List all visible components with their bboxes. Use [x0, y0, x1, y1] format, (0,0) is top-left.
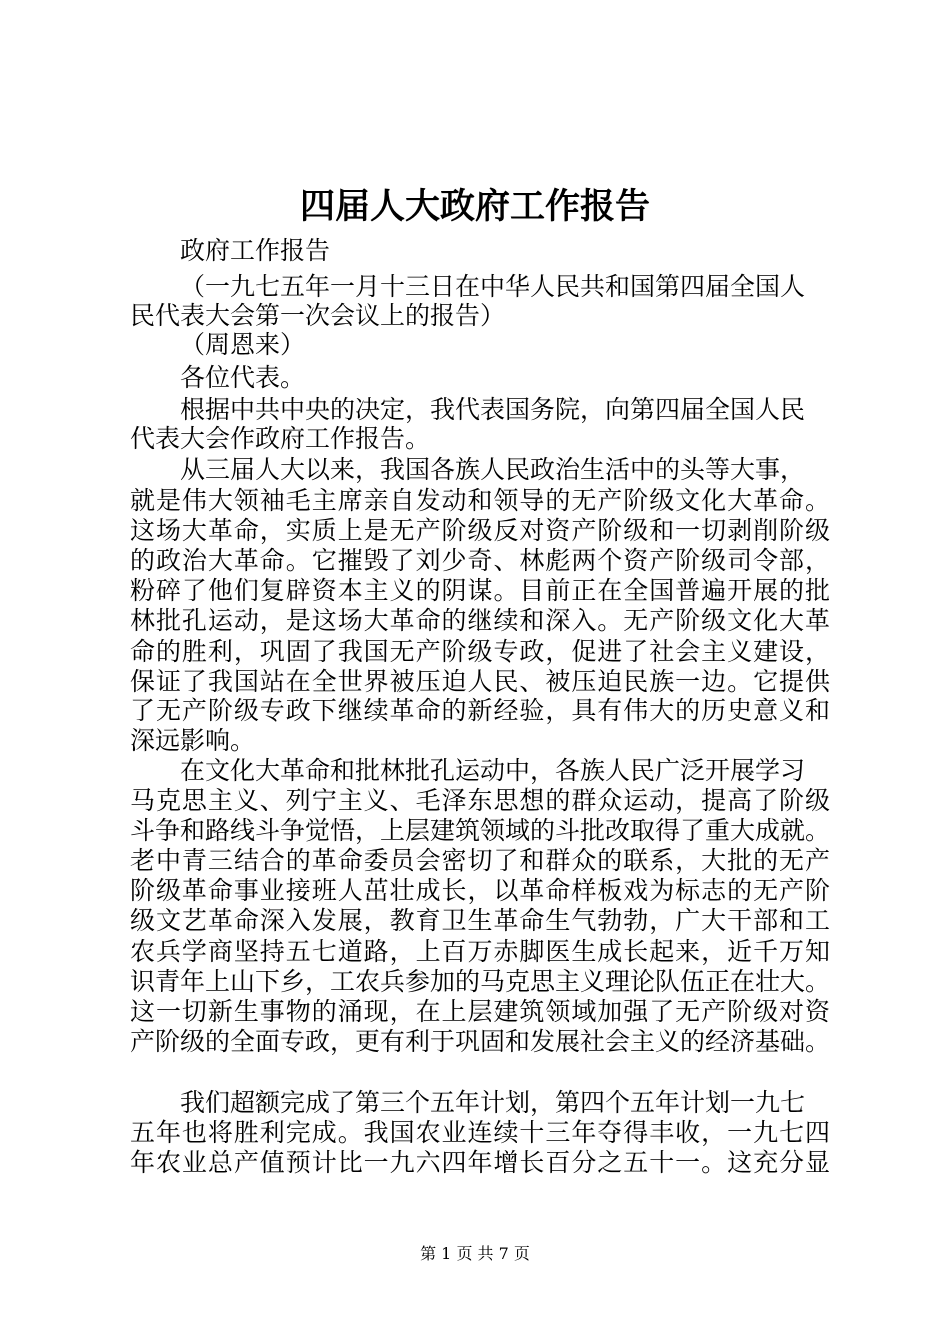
text-line: 了无产阶级专政下继续革命的新经验，具有伟大的历史意义和: [130, 696, 830, 725]
text-line: 识青年上山下乡，工农兵参加的马克思主义理论队伍正在壮大。: [130, 967, 831, 996]
text-line: 根据中共中央的决定，我代表国务院，向第四届全国人民: [180, 395, 806, 424]
text-line: 我们超额完成了第三个五年计划，第四个五年计划一九七: [180, 1088, 806, 1117]
text-line: 在文化大革命和批林批孔运动中，各族人民广泛开展学习: [180, 756, 806, 785]
text-line: 就是伟大领袖毛主席亲自发动和领导的无产阶级文化大革命。: [130, 486, 830, 515]
text-line: 命的胜利，巩固了我国无产阶级专政，促进了社会主义建设，: [130, 637, 830, 666]
text-line: 从三届人大以来，我国各族人民政治生活中的头等大事，: [180, 455, 806, 484]
text-line: 年农业总产值预计比一九六四年增长百分之五十一。这充分显: [130, 1148, 830, 1177]
text-line: 级文艺革命深入发展，教育卫生革命生气勃勃，广大干部和工: [130, 906, 830, 935]
text-line: 保证了我国站在全世界被压迫人民、被压迫民族一边。它提供: [130, 667, 830, 696]
text-line: 民代表大会第一次会议上的报告）: [130, 301, 506, 330]
salutation-line: 各位代表。: [180, 363, 306, 392]
text-line: 阶级革命事业接班人茁壮成长，以革命样板戏为标志的无产阶: [130, 876, 830, 905]
text-line: 深远影响。: [130, 726, 256, 755]
text-line: 农兵学商坚持五七道路，上百万赤脚医生成长起来，近千万知: [130, 937, 830, 966]
text-line: （一九七五年一月十三日在中华人民共和国第四届全国人: [180, 272, 806, 301]
text-line: 林批孔运动，是这场大革命的继续和深入。无产阶级文化大革: [130, 606, 830, 635]
text-line: 粉碎了他们复辟资本主义的阴谋。目前正在全国普遍开展的批: [130, 576, 830, 605]
text-line: 的政治大革命。它摧毁了刘少奇、林彪两个资产阶级司令部，: [130, 546, 830, 575]
author-line: （周恩来）: [180, 330, 306, 359]
text-line: 斗争和路线斗争觉悟，上层建筑领域的斗批改取得了重大成就。: [130, 816, 831, 845]
text-line: 马克思主义、列宁主义、毛泽东思想的群众运动，提高了阶级: [130, 786, 830, 815]
text-line: 这一切新生事物的涌现，在上层建筑领域加强了无产阶级对资: [130, 997, 830, 1026]
document-title: 四届人大政府工作报告: [299, 186, 650, 227]
text-line: 五年也将胜利完成。我国农业连续十三年夺得丰收，一九七四: [130, 1118, 830, 1147]
text-line: 产阶级的全面专政，更有利于巩固和发展社会主义的经济基础。: [130, 1027, 831, 1056]
text-line: 代表大会作政府工作报告。: [130, 424, 431, 453]
text-line: 老中青三结合的革命委员会密切了和群众的联系，大批的无产: [130, 846, 830, 875]
text-line: 这场大革命，实质上是无产阶级反对资产阶级和一切剥削阶级: [130, 516, 830, 545]
page-footer: 第 1 页 共 7 页: [420, 1244, 530, 1263]
subtitle-line: 政府工作报告: [180, 236, 331, 265]
